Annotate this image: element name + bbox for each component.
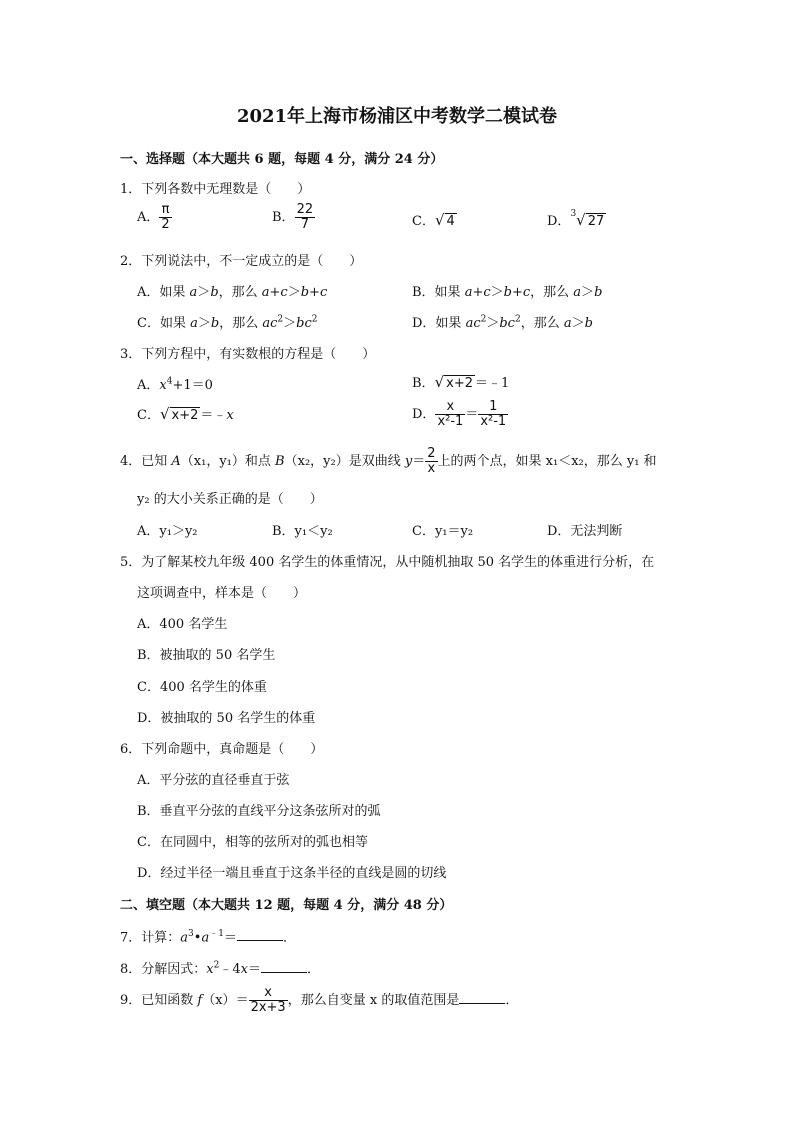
radicand: 27 [587,214,605,229]
question-6-stem: 6．下列命题中，真命题是（ ） [120,742,324,757]
denominator: 7 [295,217,316,232]
fraction: $\frac{x}{\text{x²-1}}$ [437,399,464,429]
question-2-option-c: C．如果 a＞b，那么 $ac^2>bc^2$ [137,314,318,331]
question-6-option-a: A．平分弦的直径垂直于弦 [137,773,290,788]
question-4-option-b: B．y₁＜y₂ [272,524,333,539]
question-2-option-a: A．如果 a＞b，那么 a+c＞b+c [137,285,328,300]
radical-sign-icon: √ [434,373,445,391]
question-1-stem: 1．下列各数中无理数是（ ） [120,182,311,197]
question-1-option-a [137,203,172,232]
option-label: A． [137,210,160,225]
radicand: x+2 [171,408,199,423]
fraction [159,203,171,232]
numerator: π [161,202,170,217]
question-2-stem: 2．下列说法中，不一定成立的是（ ） [120,254,363,269]
question-1-option-d [547,210,606,229]
question-4-stem: 4．已知 A（x₁，y₁）和点 B（x₂，y₂）是双曲线 y＝ $\frac{2}{x}$ 上的两个点，如果 x₁＜x₂，那么 y₁ 和 [120,446,657,476]
fraction [295,203,316,232]
answer-blank [237,928,283,941]
option-label: B． [272,210,295,225]
question-4-stem-line2: y₂ 的大小关系正确的是（ ） [137,492,323,507]
question-2-option-d: D．如果 $ac^2>bc^2$，那么 a＞b [412,314,593,331]
question-4-option-c: C．y₁＝y₂ [412,524,474,539]
question-3-option-d: D． $\frac{x}{\text{x²-1}}$ ＝ $\frac{1}{\text{x²-1}}$ [412,399,507,429]
option-label: D． [547,214,571,229]
radicand: x+2 [446,376,473,391]
page-title: 2021年上海市杨浦区中考数学二模试卷 [236,106,558,127]
radicand: 4 [446,214,455,229]
question-7: 7．计算：$a^3•a^{﹣1}=$ ． [120,929,296,946]
question-3-option-a: A．$x^4+1=0$ [137,376,213,393]
radical-sign-icon: √ [576,211,586,229]
question-9: 9．已知函数 f（x）＝ $\frac{x}{2x+3}$ ，那么自变量 x 的取值范围是 ． [120,985,519,1015]
question-6-option-d: D．经过半径一端且垂直于这条半径的直线是圆的切线 [137,866,447,881]
question-4-option-a: A．y₁＞y₂ [137,524,198,539]
section-heading-choice: 一、选择题（本大题共 6 题，每题 4 分，满分 24 分） [120,152,444,167]
question-6-option-b: B．垂直平分弦的直线平分这条弦所对的弧 [137,804,381,819]
answer-blank [261,960,307,973]
question-5-stem: 5．为了解某校九年级 400 名学生的体重情况，从中随机抽取 50 名学生的体重进行分析，在 [120,555,655,570]
root-index: 3 [570,208,577,219]
question-6-option-c: C．在同圆中，相等的弦所对的弧也相等 [137,835,368,850]
question-1-option-b [272,203,315,232]
question-5-option-b: B．被抽取的 50 名学生 [137,648,276,663]
radical-sign-icon: √ [434,211,445,229]
question-2-option-b: B．如果 a+c＞b+c，那么 a＞b [412,285,603,300]
section-heading-fill: 二、填空题（本大题共 12 题，每题 4 分，满分 48 分） [120,898,453,913]
question-3-stem: 3．下列方程中，有实数根的方程是（ ） [120,347,376,362]
denominator: 2 [161,217,170,232]
radical-sign-icon: √ [159,405,170,423]
question-5-option-d: D．被抽取的 50 名学生的体重 [137,711,316,726]
fraction: $\frac{x}{2x+3}$ [250,985,286,1015]
question-8: 8．分解因式：$x^2﹣4x=$ ． [120,960,321,977]
fraction: $\frac{2}{x}$ [427,446,436,476]
question-1-option-c [412,210,457,229]
question-5-stem-line2: 这项调查中，样本是（ ） [137,586,307,601]
question-3-option-c: C．√ x+2 ＝﹣x [137,405,234,423]
question-5-option-c: C．400 名学生的体重 [137,680,267,695]
numerator: 22 [296,202,314,217]
fraction: $\frac{1}{\text{x²-1}}$ [480,399,507,429]
question-4-option-d: D．无法判断 [547,524,623,539]
question-5-option-a: A．400 名学生 [137,617,228,632]
answer-blank [459,991,505,1004]
question-3-option-b: B．√ x+2 ＝﹣1 [412,373,510,391]
option-label: C． [412,214,435,229]
